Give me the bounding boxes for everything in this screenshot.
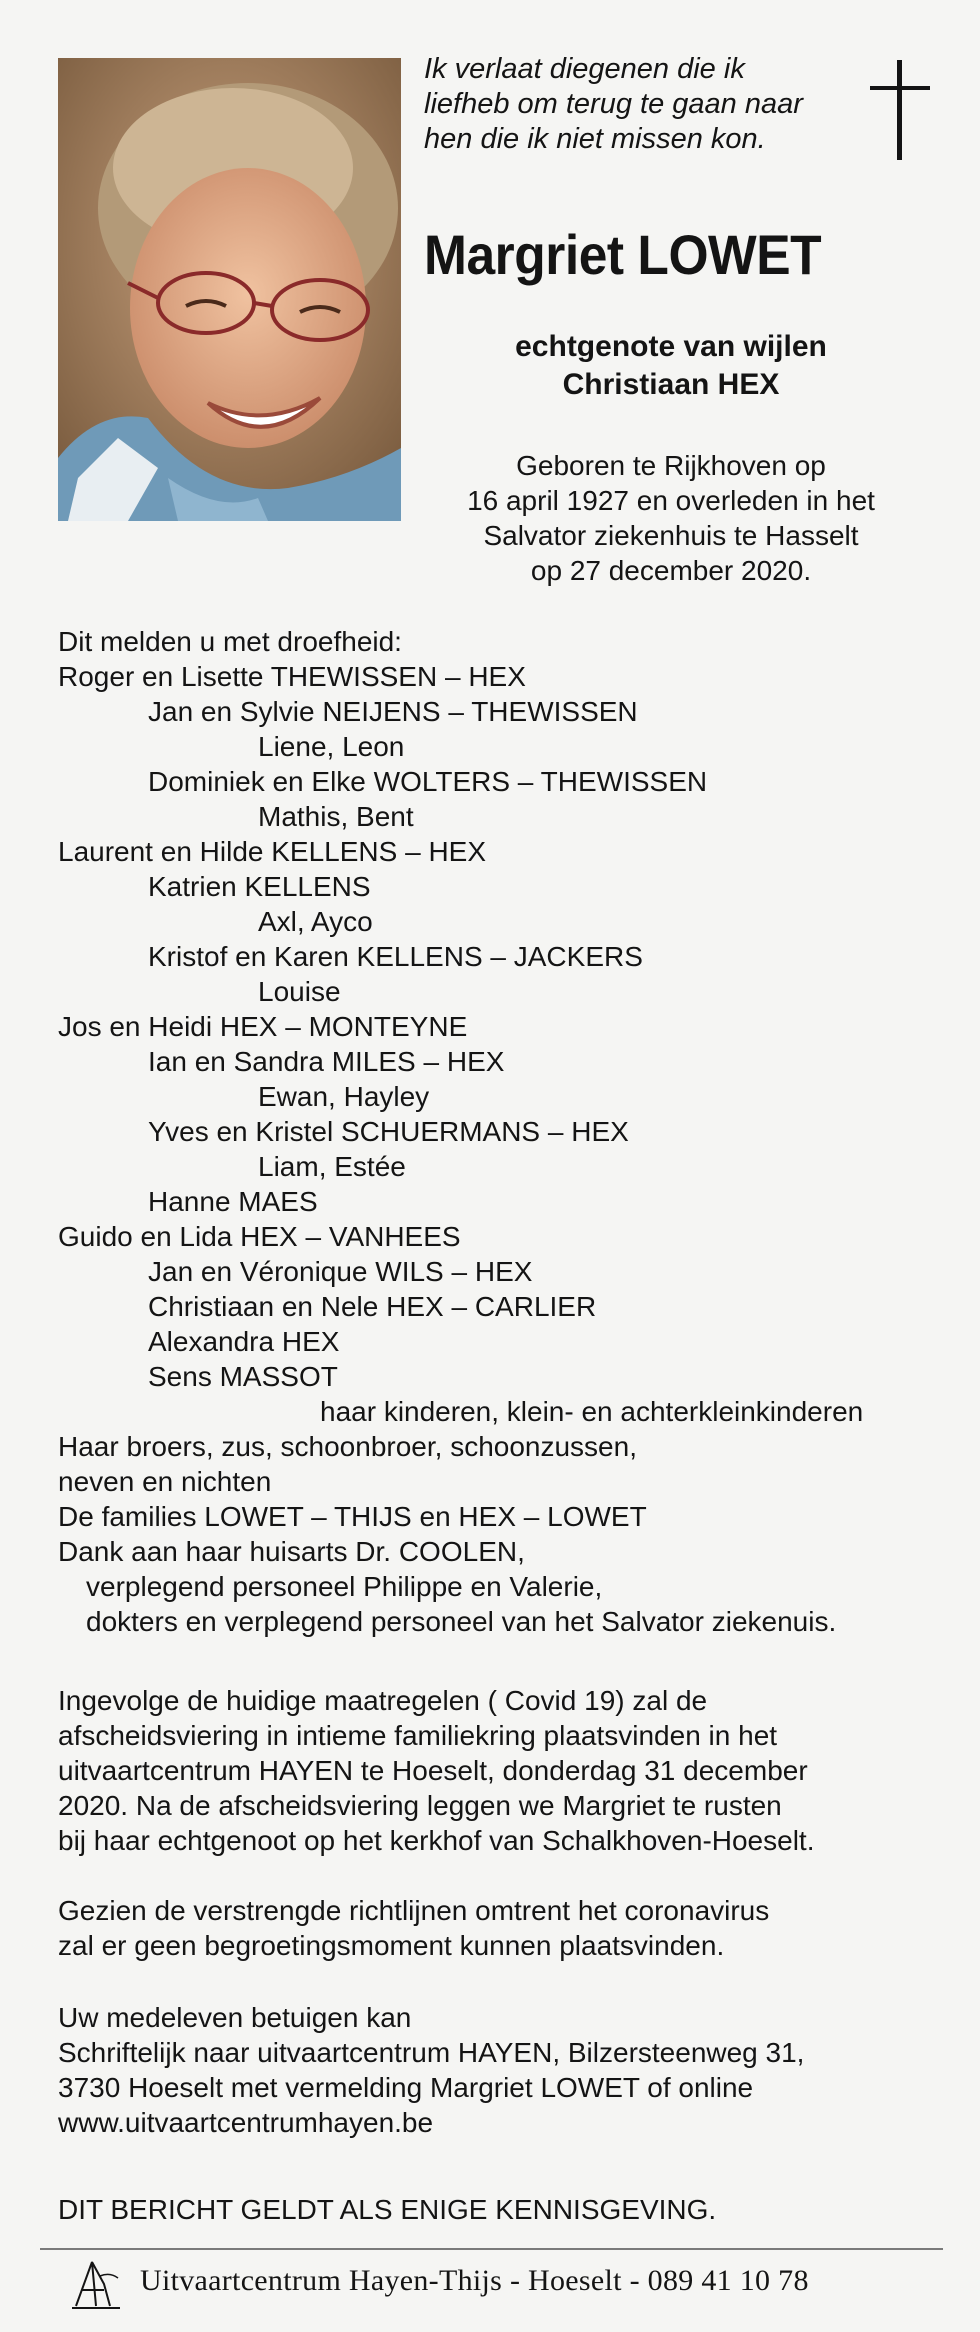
family-line: Ian en Sandra MILES – HEX <box>148 1046 505 1077</box>
family-line: Laurent en Hilde KELLENS – HEX <box>58 836 487 867</box>
family-line: Ewan, Hayley <box>258 1081 430 1112</box>
family-line: Jos en Heidi HEX – MONTEYNE <box>58 1011 468 1042</box>
condolences-paragraph: Uw medeleven betuigen kan Schriftelijk naar uitvaartcentrum HAYEN, Bilzersteenweg 31, 3730 Hoeselt met vermelding Margriet LOWET of online www.uitvaartcentrumhayen.be <box>58 2002 805 2138</box>
family-line: Roger en Lisette THEWISSEN – HEX <box>58 661 526 692</box>
family-line: Hanne MAES <box>148 1186 318 1217</box>
birth-death-info: Geboren te Rijkhoven op 16 april 1927 en overleden in het Salvator ziekenhuis te Hasselt op 27 december 2020. <box>467 450 875 586</box>
family-line: Dank aan haar huisarts Dr. COOLEN, <box>58 1536 525 1567</box>
family-line: Christiaan en Nele HEX – CARLIER <box>148 1291 597 1322</box>
family-line: Jan en Véronique WILS – HEX <box>148 1256 533 1287</box>
ceremony-paragraph: Ingevolge de huidige maatregelen ( Covid 19) zal de afscheidsviering in intieme familiekring plaatsvinden in het uitvaartcentrum HAYEN te Hoeselt, donderdag 31 december 2020. Na de afscheidsviering leggen we Margriet te rusten bij haar echtgenoot op het kerkhof van Schalkhoven-Hoeselt. <box>58 1685 815 1856</box>
family-line: haar kinderen, klein- en achterkleinkinderen <box>320 1396 864 1427</box>
family-line: neven en nichten <box>58 1466 272 1497</box>
funeral-home-logo-icon <box>70 2254 122 2312</box>
family-line: Katrien KELLENS <box>148 871 371 902</box>
family-line: Sens MASSOT <box>148 1361 338 1392</box>
motto-quote: Ik verlaat diegenen die ik liefheb om terug te gaan naar hen die ik niet missen kon. <box>424 53 803 155</box>
family-line: Dit melden u met droefheid: <box>58 626 402 657</box>
family-line: Guido en Lida HEX – VANHEES <box>58 1221 461 1252</box>
family-line: Alexandra HEX <box>148 1326 340 1357</box>
family-line: Yves en Kristel SCHUERMANS – HEX <box>148 1116 629 1147</box>
footer-contact: Uitvaartcentrum Hayen-Thijs - Hoeselt - 089 41 10 78 <box>140 2264 809 2297</box>
portrait-photo <box>58 58 401 521</box>
family-line: Louise <box>258 976 341 1007</box>
footer-divider <box>40 2248 943 2250</box>
sole-notice: DIT BERICHT GELDT ALS ENIGE KENNISGEVING. <box>58 2194 717 2225</box>
family-line: Mathis, Bent <box>258 801 414 832</box>
portrait-illustration <box>58 58 401 521</box>
family-line: dokters en verplegend personeel van het Salvator ziekenuis. <box>86 1606 837 1637</box>
family-listing <box>58 624 938 1639</box>
spouse-line: echtgenote van wijlen Christiaan HEX <box>515 330 827 401</box>
covid-paragraph: Gezien de verstrengde richtlijnen omtrent het coronavirus zal er geen begroetingsmoment kunnen plaatsvinden. <box>58 1895 770 1961</box>
family-line: verplegend personeel Philippe en Valerie, <box>86 1571 603 1602</box>
family-line: De families LOWET – THIJS en HEX – LOWET <box>58 1501 647 1532</box>
family-line: Jan en Sylvie NEIJENS – THEWISSEN <box>148 696 638 727</box>
deceased-name: Margriet LOWET <box>424 223 822 286</box>
family-line: Haar broers, zus, schoonbroer, schoonzussen, <box>58 1431 637 1462</box>
family-line: Liene, Leon <box>258 731 405 762</box>
family-line: Kristof en Karen KELLENS – JACKERS <box>148 941 643 972</box>
family-line: Axl, Ayco <box>258 906 373 937</box>
family-line: Dominiek en Elke WOLTERS – THEWISSEN <box>148 766 708 797</box>
family-line: Liam, Estée <box>258 1151 406 1182</box>
cross-icon <box>870 60 930 160</box>
